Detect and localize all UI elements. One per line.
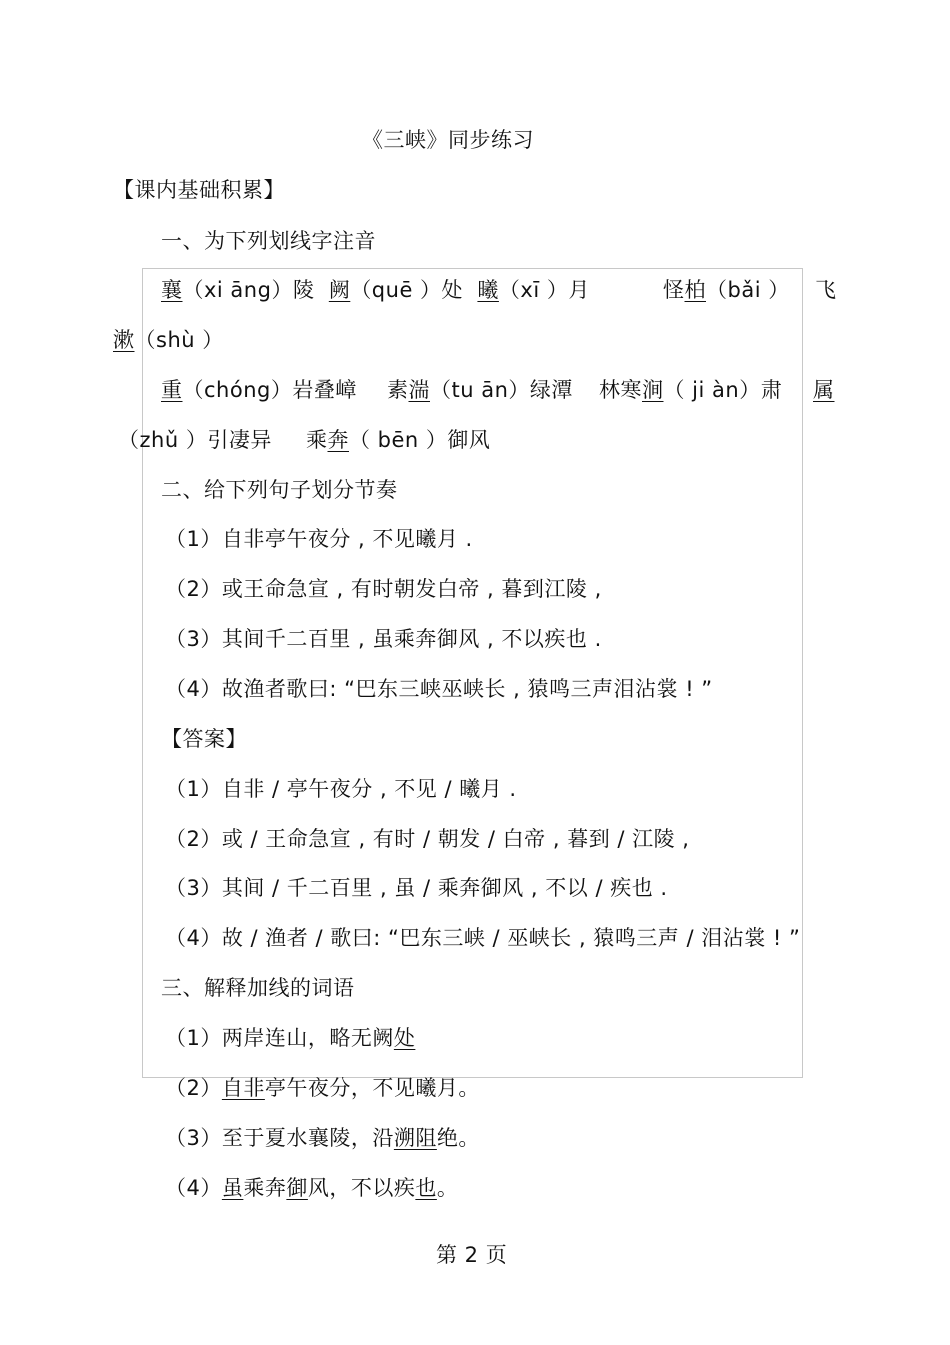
underlined-char: 阙 bbox=[328, 278, 351, 302]
pinyin-row-3-end bbox=[813, 376, 835, 404]
pinyin-row-4-right: 乘奔（ bēn ）御风 bbox=[306, 428, 491, 452]
underlined-word: 御 bbox=[286, 1176, 308, 1200]
underlined-word: 也 bbox=[415, 1176, 437, 1200]
pinyin-row-1-right: 怪柏（bǎi ） bbox=[663, 278, 790, 302]
section-header: 【课内基础积累】 bbox=[113, 178, 285, 202]
underlined-char: 属 bbox=[813, 378, 835, 402]
answer-item-3: （3）其间 / 千二百里 , 虽 / 乘奔御风 , 不以 / 疾也 . bbox=[165, 876, 668, 900]
underlined-char: 曦 bbox=[477, 278, 499, 302]
answer-item-2: （2）或 / 王命急宣 , 有时 / 朝发 / 白帝 , 暮到 / 江陵 , bbox=[165, 827, 690, 851]
explain-item-1: （1）两岸连山，略无阙处 bbox=[165, 1026, 416, 1050]
question-3-heading: 三、解释加线的词语 bbox=[161, 976, 355, 1000]
pinyin-row-3-right: 林寒涧（ ji àn）肃 bbox=[599, 378, 783, 402]
pinyin-row-1: 襄（xi āng）陵 阙（quē ）处 曦（xī ）月 bbox=[161, 278, 590, 302]
underlined-char: 湍 bbox=[408, 378, 430, 402]
underlined-char: 涧 bbox=[642, 378, 664, 402]
question-1-heading: 一、为下列划线字注音 bbox=[161, 229, 376, 253]
explain-item-4: （4）虽乘奔御风，不以疾也。 bbox=[165, 1176, 459, 1200]
underlined-word: 溯阻 bbox=[393, 1126, 437, 1150]
document-title: 《三峡》同步练习 bbox=[362, 128, 534, 152]
explain-item-2: （2）自非亭午夜分，不见曦月。 bbox=[165, 1076, 480, 1100]
answer-label: 【答案】 bbox=[161, 727, 247, 751]
answer-item-4: （4）故 / 渔者 / 歌曰: “巴东三峡 / 巫峡长 , 猿鸣三声 / 泪沾裳 ! ” bbox=[165, 926, 801, 950]
rhythm-item-4: （4）故渔者歌曰: “巴东三峡巫峡长 , 猿鸣三声泪沾裳 ! ” bbox=[165, 677, 713, 701]
page-number: 第 2 页 bbox=[436, 1243, 508, 1267]
underlined-char: 重 bbox=[161, 378, 183, 402]
underlined-word: 处 bbox=[393, 1026, 416, 1050]
pinyin-row-2: 漱（shù ） bbox=[113, 328, 224, 352]
rhythm-item-2: （2）或王命急宣 , 有时朝发白帝 , 暮到江陵 , bbox=[165, 577, 602, 601]
pinyin-row-1-end: 飞 bbox=[815, 278, 837, 302]
underlined-char: 襄 bbox=[161, 278, 183, 302]
pinyin-row-3-mid: 素湍（tu ān）绿潭 bbox=[387, 378, 573, 402]
explain-item-3: （3）至于夏水襄陵，沿溯阻绝。 bbox=[165, 1126, 480, 1150]
pinyin-row-4: （zhǔ ）引凄异 bbox=[118, 428, 272, 452]
underlined-word: 自非 bbox=[221, 1076, 265, 1100]
underlined-char: 柏 bbox=[684, 278, 706, 302]
underlined-word: 虽 bbox=[221, 1176, 244, 1200]
underlined-char: 奔 bbox=[327, 428, 349, 452]
pinyin-row-3: 重（chóng）岩叠嶂 bbox=[161, 378, 357, 402]
question-2-heading: 二、给下列句子划分节奏 bbox=[161, 478, 398, 502]
answer-item-1: （1）自非 / 亭午夜分 , 不见 / 曦月 . bbox=[165, 777, 517, 801]
underlined-char: 漱 bbox=[113, 328, 135, 352]
rhythm-item-1: （1）自非亭午夜分 , 不见曦月 . bbox=[165, 527, 473, 551]
rhythm-item-3: （3）其间千二百里 , 虽乘奔御风 , 不以疾也 . bbox=[165, 627, 602, 651]
